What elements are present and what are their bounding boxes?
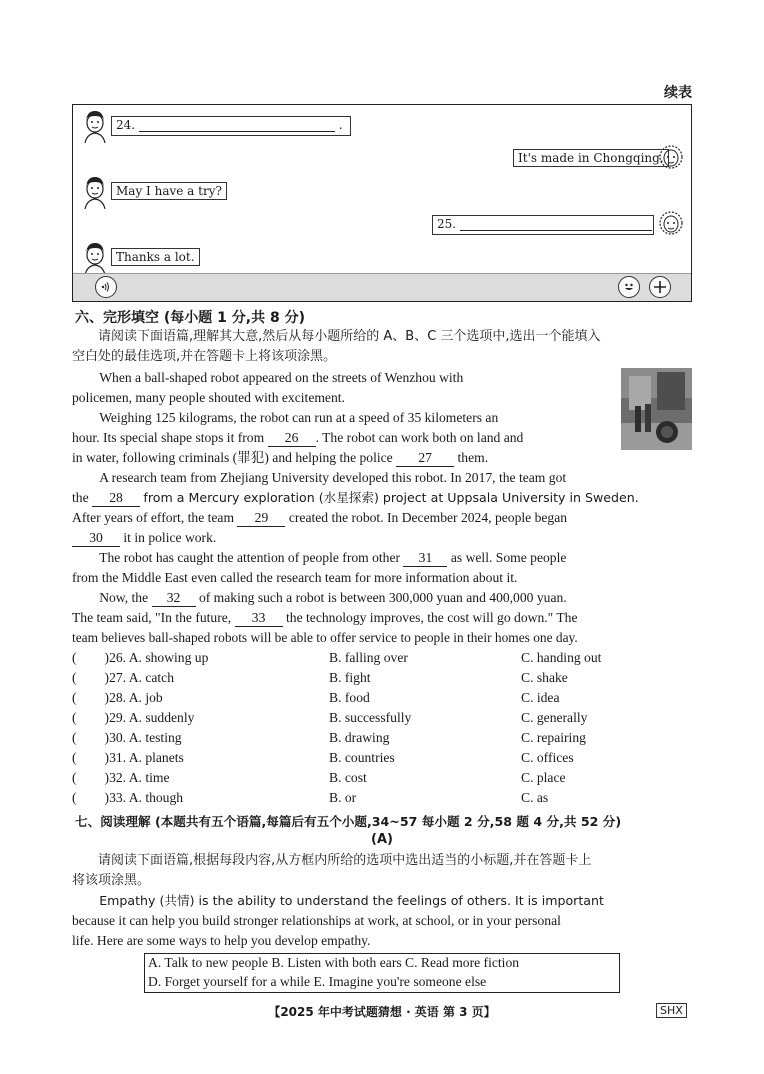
option-a[interactable]: 33. A. though [109, 790, 184, 805]
emoji-button[interactable] [618, 276, 640, 298]
option-c[interactable]: C. idea [521, 690, 560, 705]
option-row [72, 708, 194, 728]
passage-paragraph-4 [72, 548, 692, 568]
blank-27[interactable]: 27 [396, 450, 454, 467]
passage-paragraph-3-line3 [72, 508, 692, 528]
dialogue-box [72, 104, 692, 302]
section-6-instruction-cont: 空白处的最佳选项,并在答题卡上将该项涂黑。 [72, 349, 337, 364]
option-b[interactable]: B. falling over [329, 650, 408, 665]
option-row [72, 648, 208, 668]
blank-31[interactable]: 31 [403, 550, 447, 567]
answer-paren-close: ) [104, 730, 110, 745]
page-footer: 【2025 年中考试题猜想 · 英语 第 3 页】 [268, 1005, 496, 1019]
option-row [72, 688, 163, 708]
passage-paragraph-5-line3: team believes ball-shaped robots will be able to offer service to people in their homes one day. [72, 630, 578, 645]
chat-toolbar [73, 273, 691, 301]
option-row [72, 728, 182, 748]
answer-paren-close: ) [104, 770, 110, 785]
text-segment: the technology improves, the cost will go down." The [286, 610, 578, 625]
text-segment: After years of effort, the team [72, 510, 235, 525]
answer-paren[interactable]: ( [72, 710, 77, 725]
section-7-instruction: 请阅读下面语篇,根据每段内容,从方框内所给的选项中选出适当的小标题,并在答题卡上 [98, 853, 592, 868]
passage-paragraph-4-line2: from the Middle East even called the research team for more information about it. [72, 570, 518, 585]
option-row [72, 668, 174, 688]
option-b[interactable]: B. drawing [329, 730, 390, 745]
passage-paragraph-3: A research team from Zhejiang University developed this robot. In 2017, the team got [99, 470, 567, 485]
option-c[interactable]: C. offices [521, 750, 574, 765]
option-b[interactable]: B. countries [329, 750, 395, 765]
boy-avatar-icon [81, 241, 109, 275]
option-c[interactable]: C. repairing [521, 730, 586, 745]
option-a[interactable]: 31. A. planets [109, 750, 184, 765]
text-segment: of making such a robot is between 300,000 yuan and 400,000 yuan. [198, 590, 567, 605]
dialogue-bubble-try: May I have a try? [111, 182, 227, 200]
text-segment: created the robot. In December 2024, people began [288, 510, 568, 525]
add-button[interactable] [649, 276, 671, 298]
option-b[interactable]: B. cost [329, 770, 367, 785]
answer-paren[interactable]: ( [72, 770, 77, 785]
text-segment: The robot has caught the attention of people from other [99, 550, 401, 565]
text-segment: The team said, "In the future, [72, 610, 232, 625]
answer-blank-24[interactable] [139, 119, 335, 132]
section-7-instruction-cont: 将该项涂黑。 [72, 873, 151, 888]
option-c[interactable]: C. as [521, 790, 549, 805]
blank-29[interactable]: 29 [237, 510, 285, 527]
option-row [72, 748, 184, 768]
answer-paren[interactable]: ( [72, 790, 77, 805]
blank-30[interactable]: 30 [72, 530, 120, 547]
option-a[interactable]: 28. A. job [109, 690, 163, 705]
heading-options-row-1: A. Talk to new people B. Listen with both ears C. Read more fiction [148, 955, 520, 970]
dialogue-bubble-25 [432, 215, 654, 235]
empathy-paragraph-line3: life. Here are some ways to help you develop empathy. [72, 933, 371, 948]
text-segment: the [72, 490, 89, 505]
passage-paragraph-2-line3 [72, 448, 617, 468]
continued-label: 续表 [664, 85, 692, 101]
voice-icon [100, 281, 112, 293]
dialogue-bubble-made-in: It's made in Chongqing. [513, 149, 669, 167]
answer-blank-25[interactable] [460, 218, 652, 231]
answer-paren-close: ) [104, 710, 110, 725]
passage-paragraph-5 [72, 588, 692, 608]
section-6-title: 六、完形填空 (每小题 1 分,共 8 分) [75, 310, 305, 326]
section-6-instruction [72, 327, 692, 347]
passage-paragraph-1-cont: policemen, many people shouted with excitement. [72, 390, 345, 405]
option-a[interactable]: 29. A. suddenly [109, 710, 195, 725]
answer-paren-close: ) [104, 690, 110, 705]
empathy-paragraph-line2: because it can help you build stronger relationships at work, at school, or in your personal [72, 913, 561, 928]
option-a[interactable]: 30. A. testing [109, 730, 182, 745]
answer-paren-close: ) [104, 790, 110, 805]
part-a-heading: (A) [371, 832, 393, 847]
smiley-icon [622, 280, 636, 294]
girl-avatar-icon [657, 143, 685, 177]
passage-paragraph-2: Weighing 125 kilograms, the robot can run at a speed of 35 kilometers an [99, 410, 499, 425]
answer-paren[interactable]: ( [72, 730, 77, 745]
option-row [72, 768, 169, 788]
text-segment: it in police work. [123, 530, 217, 545]
blank-32[interactable]: 32 [152, 590, 196, 607]
girl-avatar-icon [657, 209, 685, 243]
headings-option-box [144, 953, 620, 993]
option-c[interactable]: C. handing out [521, 650, 602, 665]
passage-paragraph-3-line2 [72, 488, 692, 508]
text-segment: from a Mercury exploration (水星探索) project at Uppsala University in Sweden. [143, 490, 639, 505]
bubble-punctuation: . [338, 118, 343, 132]
blank-26[interactable]: 26 [268, 430, 316, 447]
option-a[interactable]: 27. A. catch [109, 670, 174, 685]
question-number-25: 25. [437, 217, 457, 231]
question-number-24: 24. [116, 118, 136, 132]
answer-paren-close: ) [104, 750, 110, 765]
passage-paragraph-3-line4 [72, 528, 692, 548]
blank-28[interactable]: 28 [92, 490, 140, 507]
blank-33[interactable]: 33 [235, 610, 283, 627]
text-segment: Empathy (共情) is the ability to understand the feelings of others. It is important [99, 893, 604, 908]
option-b[interactable]: B. food [329, 690, 370, 705]
passage-paragraph-5-line2 [72, 608, 692, 628]
boy-avatar-icon [81, 109, 109, 143]
boy-avatar-icon [81, 175, 109, 209]
voice-button[interactable] [95, 276, 117, 298]
option-b[interactable]: B. or [329, 790, 357, 805]
text-segment: hour. Its special shape stops it from [72, 430, 265, 445]
option-b[interactable]: B. fight [329, 670, 371, 685]
text-segment: as well. Some people [450, 550, 567, 565]
option-c[interactable]: C. place [521, 770, 566, 785]
dialogue-bubble-thanks: Thanks a lot. [111, 248, 200, 266]
passage-paragraph-2-line2 [72, 428, 617, 448]
answer-paren-close: ) [104, 650, 110, 665]
heading-options-row-2: D. Forget yourself for a while E. Imagine you're someone else [148, 974, 487, 989]
option-b[interactable]: B. successfully [329, 710, 412, 725]
publisher-code: SHX [656, 1003, 687, 1018]
text-segment: them. [457, 450, 489, 465]
robot-photo [621, 368, 692, 450]
answer-paren-close: ) [104, 670, 110, 685]
answer-paren[interactable]: ( [72, 690, 77, 705]
option-a[interactable]: 26. A. showing up [109, 650, 209, 665]
option-c[interactable]: C. generally [521, 710, 588, 725]
plus-icon [653, 280, 667, 294]
answer-paren[interactable]: ( [72, 670, 77, 685]
passage-paragraph-1: When a ball-shaped robot appeared on the streets of Wenzhou with [99, 370, 464, 385]
section-7-title: 七、阅读理解 (本题共有五个语篇,每篇后有五个小题,34~57 每小题 2 分,58 题 4 分,共 52 分) [75, 814, 622, 829]
option-c[interactable]: C. shake [521, 670, 568, 685]
text-segment: . The robot can work both on land and [315, 430, 524, 445]
answer-paren[interactable]: ( [72, 750, 77, 765]
instruction-line: 请阅读下面语篇,理解其大意,然后从每小题所给的 A、B、C 三个选项中,选出一个能填入 [98, 329, 601, 344]
option-row [72, 788, 183, 808]
text-segment: Now, the [99, 590, 149, 605]
empathy-paragraph [72, 891, 692, 911]
answer-paren[interactable]: ( [72, 650, 77, 665]
option-a[interactable]: 32. A. time [109, 770, 170, 785]
text-segment: in water, following criminals (罪犯) and helping the police [72, 450, 393, 465]
dialogue-bubble-24 [111, 116, 351, 136]
